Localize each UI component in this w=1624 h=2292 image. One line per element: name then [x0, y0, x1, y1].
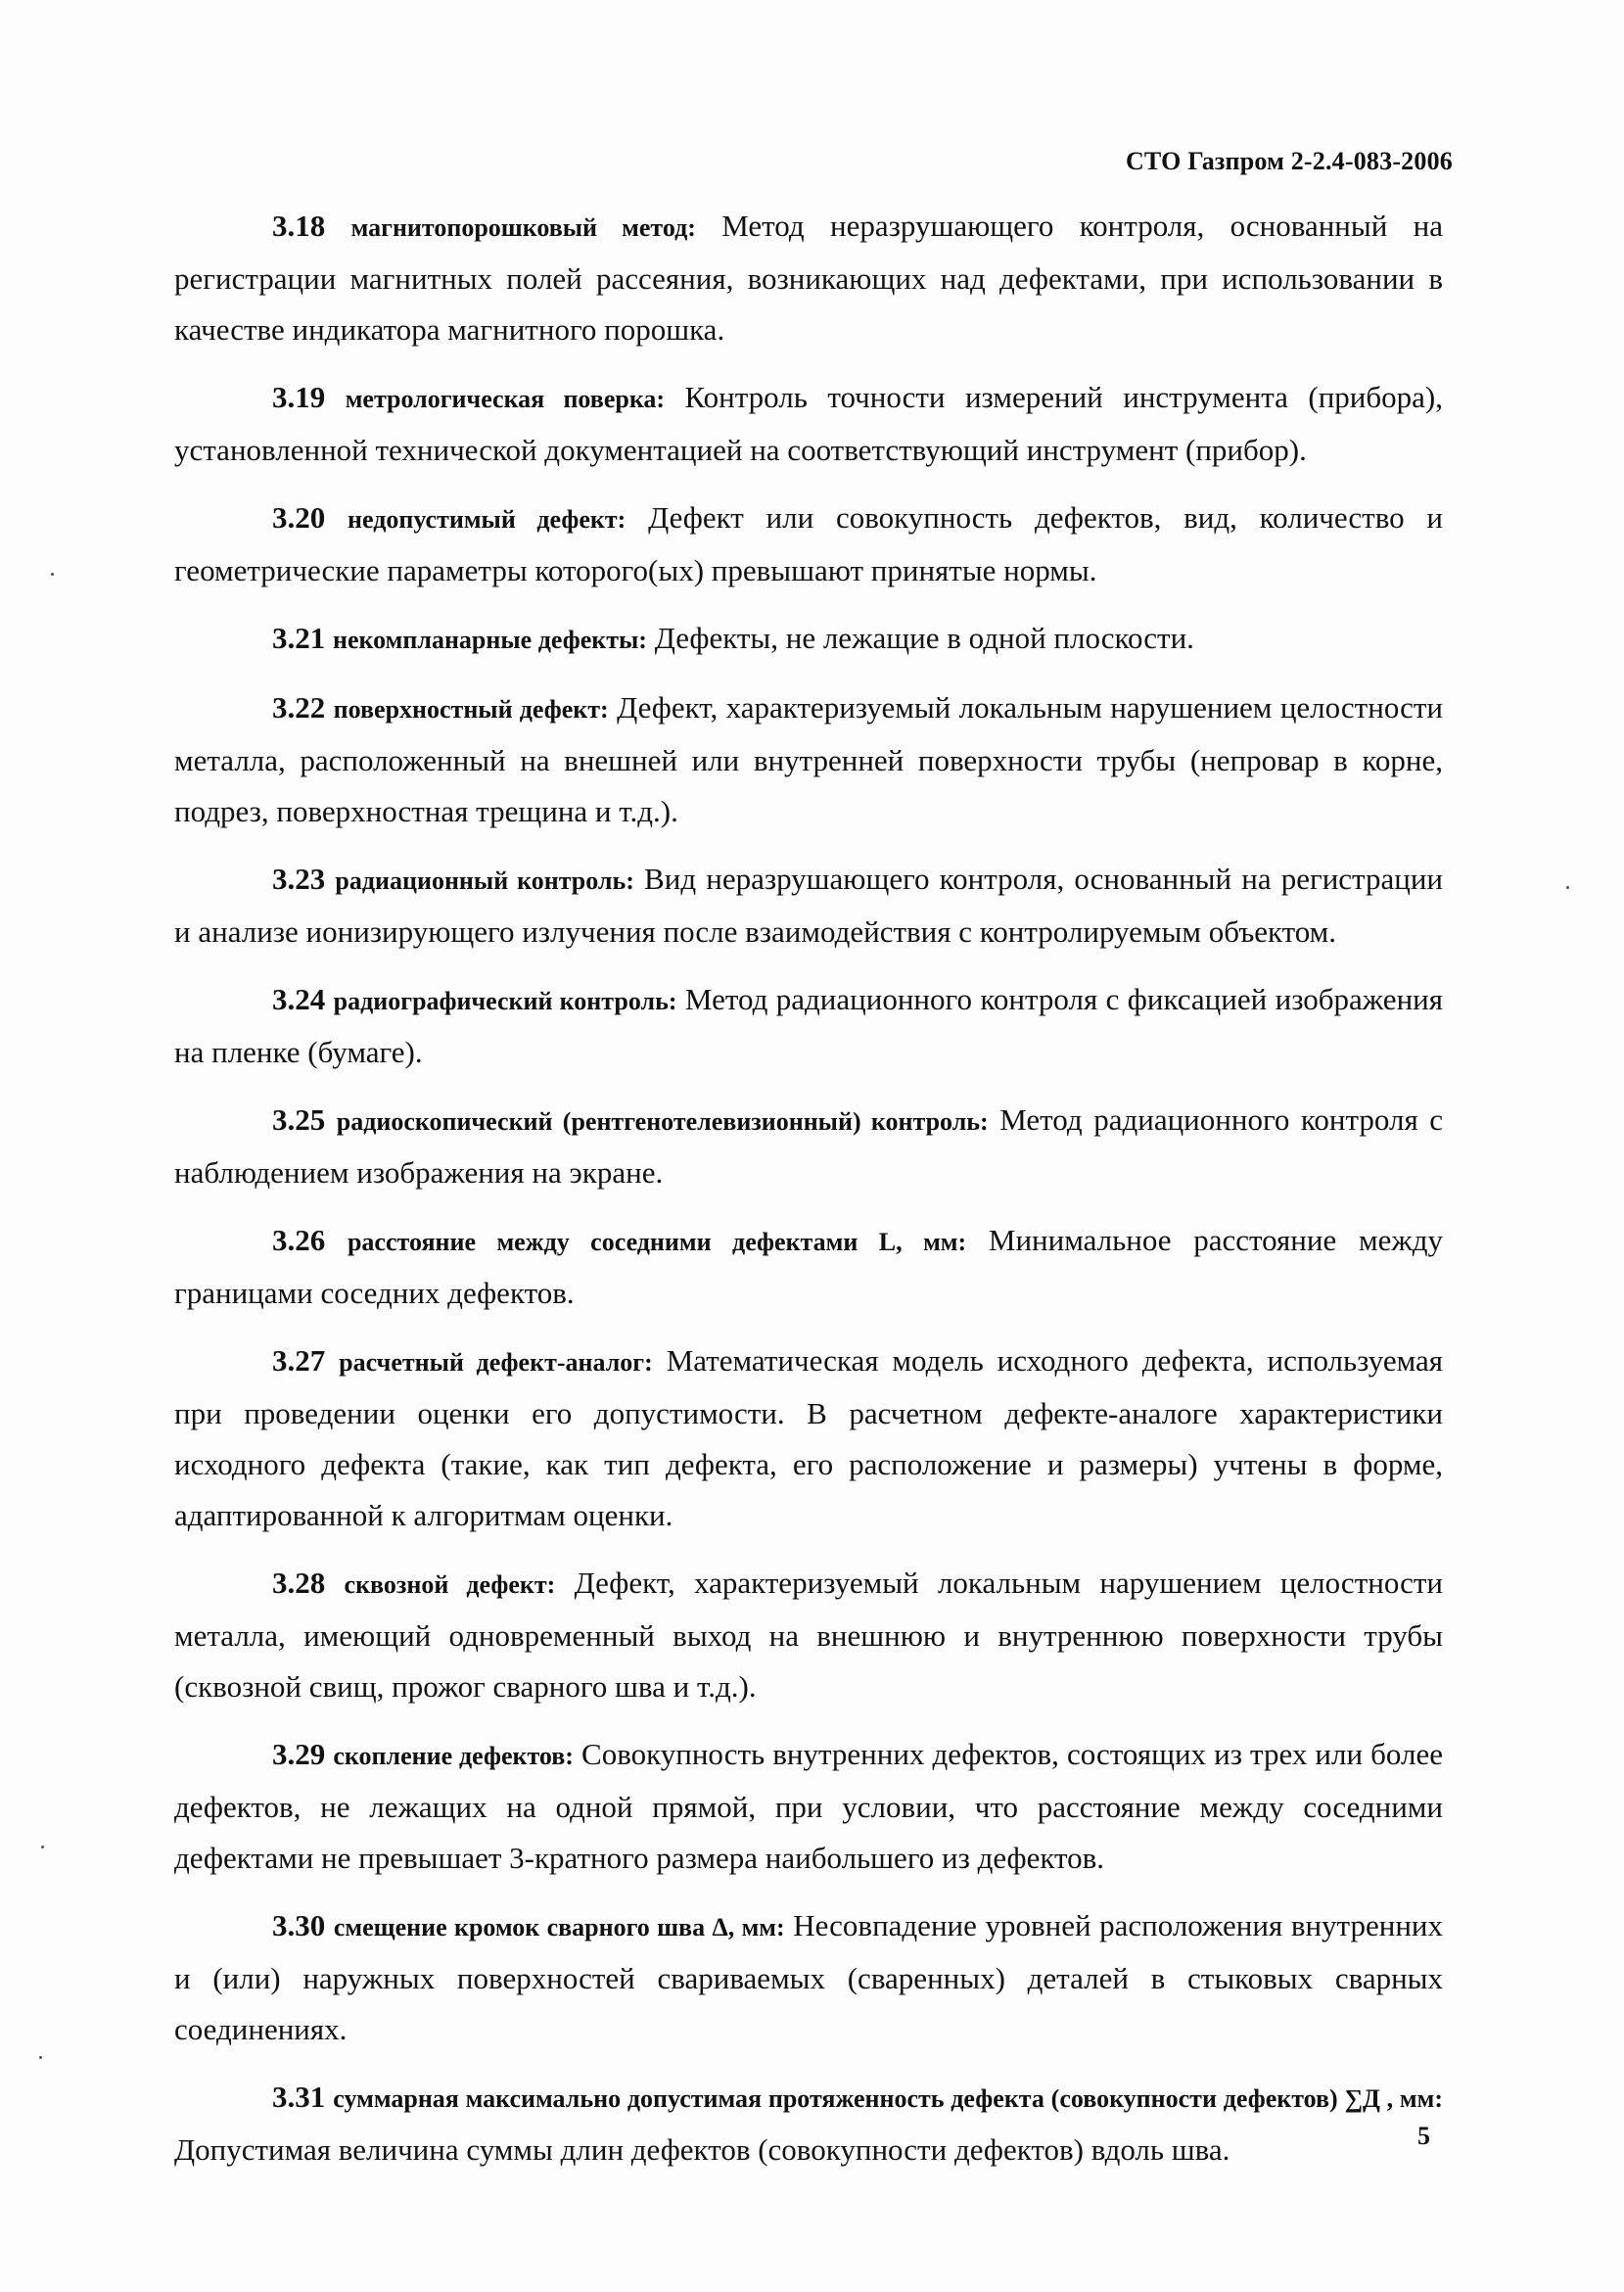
- term-name: радиационный контроль:: [335, 866, 634, 895]
- term-definition: Совокупность внутренних дефектов, состоящих из трех или более дефектов, не лежащих на одной прямой, при условии, что расстояние между соседними дефектами не превышает 3-кратного размера наибольшего из дефектов.: [174, 1737, 1443, 1875]
- term-number: 3.21: [272, 621, 326, 655]
- term-name: смещение кромок сварного шва Δ, мм:: [333, 1913, 785, 1941]
- term-3-25: [174, 1095, 1443, 1198]
- term-name: метрологическая поверка:: [345, 385, 666, 413]
- term-definition: Метод радиационного контроля с фиксацией изображения на пленке (бумаге).: [174, 982, 1444, 1069]
- term-number: 3.26: [272, 1223, 326, 1257]
- term-3-21: [174, 613, 1443, 666]
- term-name: скопление дефектов:: [333, 1742, 574, 1770]
- term-name: суммарная максимально допустимая протяженность дефекта (совокупности дефектов) ∑Д , мм:: [333, 2084, 1443, 2113]
- term-3-19: [174, 372, 1443, 476]
- term-number: 3.29: [272, 1737, 326, 1771]
- scan-speck: [1566, 886, 1569, 889]
- term-3-26: [174, 1215, 1443, 1319]
- term-definition: Дефект, характеризуемый локальным нарушением целостности металла, расположенный на внешней или внутренней поверхности трубы (непровар в корне, подрез, поверхностная трещина и т.д.).: [174, 690, 1443, 828]
- scan-speck: [39, 2056, 42, 2059]
- term-name: сквозной дефект:: [344, 1570, 556, 1599]
- term-definition: Несовпадение уровней расположения внутренних и (или) наружных поверхностей свариваемых (сваренных) деталей в стыковых сварных соединениях.: [174, 1908, 1444, 2046]
- term-name: расстояние между соседними дефектами L, мм:: [347, 1228, 967, 1256]
- term-3-27: [174, 1335, 1443, 1541]
- term-name: некомпланарные дефекты:: [333, 626, 647, 654]
- term-definition: Контроль точности измерений инструмента (прибора), установленной технической документацией на соответствующий инструмент (прибор).: [174, 380, 1443, 467]
- term-name: радиографический контроль:: [333, 987, 677, 1015]
- term-3-18: [174, 201, 1443, 355]
- term-number: 3.19: [272, 380, 326, 414]
- term-number: 3.20: [272, 500, 326, 535]
- document-header: СТО Газпром 2-2.4-083-2006: [1125, 147, 1453, 175]
- term-3-29: [174, 1729, 1443, 1884]
- term-number: 3.28: [272, 1566, 326, 1600]
- term-name: магнитопорошковый метод:: [350, 213, 696, 242]
- term-number: 3.27: [272, 1343, 326, 1378]
- term-3-28: [174, 1558, 1443, 1712]
- term-3-30: [174, 1900, 1443, 2055]
- term-name: радиоскопический (рентгенотелевизионный) контроль:: [336, 1107, 989, 1136]
- term-number: 3.25: [272, 1102, 326, 1137]
- term-definition: Дефекты, не лежащие в одной плоскости.: [654, 621, 1194, 655]
- terms-list: [174, 201, 1443, 2192]
- term-definition: Минимальное расстояние между границами соседних дефектов.: [174, 1223, 1444, 1310]
- term-3-23: [174, 854, 1443, 958]
- scan-speck: [51, 573, 54, 576]
- term-number: 3.23: [272, 862, 326, 896]
- term-definition: Математическая модель исходного дефекта, используемая при проведении оценки его допустимости. В расчетном дефекте-аналоге характеристики исходного дефекта (такие, как тип дефекта, его расположение и размеры) учтены в форме, адаптированной к алгоритмам оценки.: [174, 1343, 1444, 1532]
- scan-speck: [41, 1846, 44, 1848]
- term-3-20: [174, 492, 1443, 596]
- page-number: 5: [1417, 2122, 1430, 2150]
- term-number: 3.18: [272, 209, 326, 243]
- term-name: расчетный дефект-аналог:: [339, 1348, 653, 1377]
- term-name: недопустимый дефект:: [348, 505, 626, 534]
- term-definition: Метод неразрушающего контроля, основанный на регистрации магнитных полей рассеяния, возникающих над дефектами, при использовании в качестве индикатора магнитного порошка.: [174, 209, 1444, 347]
- term-definition: Вид неразрушающего контроля, основанный на регистрации и анализе ионизирующего излучения после взаимодействия с контролируемым объектом.: [174, 862, 1443, 949]
- term-name: поверхностный дефект:: [333, 695, 609, 724]
- term-number: 3.30: [272, 1908, 326, 1942]
- term-number: 3.31: [272, 2080, 326, 2114]
- term-number: 3.24: [272, 982, 326, 1016]
- term-definition: Дефект или совокупность дефектов, вид, количество и геометрические параметры которого(ых) превышают принятые нормы.: [174, 500, 1444, 587]
- term-definition: Метод радиационного контроля с наблюдением изображения на экране.: [174, 1102, 1444, 1190]
- term-3-24: [174, 974, 1443, 1078]
- term-3-31: [174, 2072, 1443, 2175]
- term-number: 3.22: [272, 690, 326, 725]
- term-definition: Допустимая величина суммы длин дефектов (совокупности дефектов) вдоль шва.: [174, 2132, 1230, 2167]
- term-definition: Дефект, характеризуемый локальным нарушением целостности металла, имеющий одновременный выход на внешнюю и внутреннюю поверхности трубы (сквозной свищ, прожог сварного шва и т.д.).: [174, 1566, 1443, 1704]
- term-3-22: [174, 682, 1443, 837]
